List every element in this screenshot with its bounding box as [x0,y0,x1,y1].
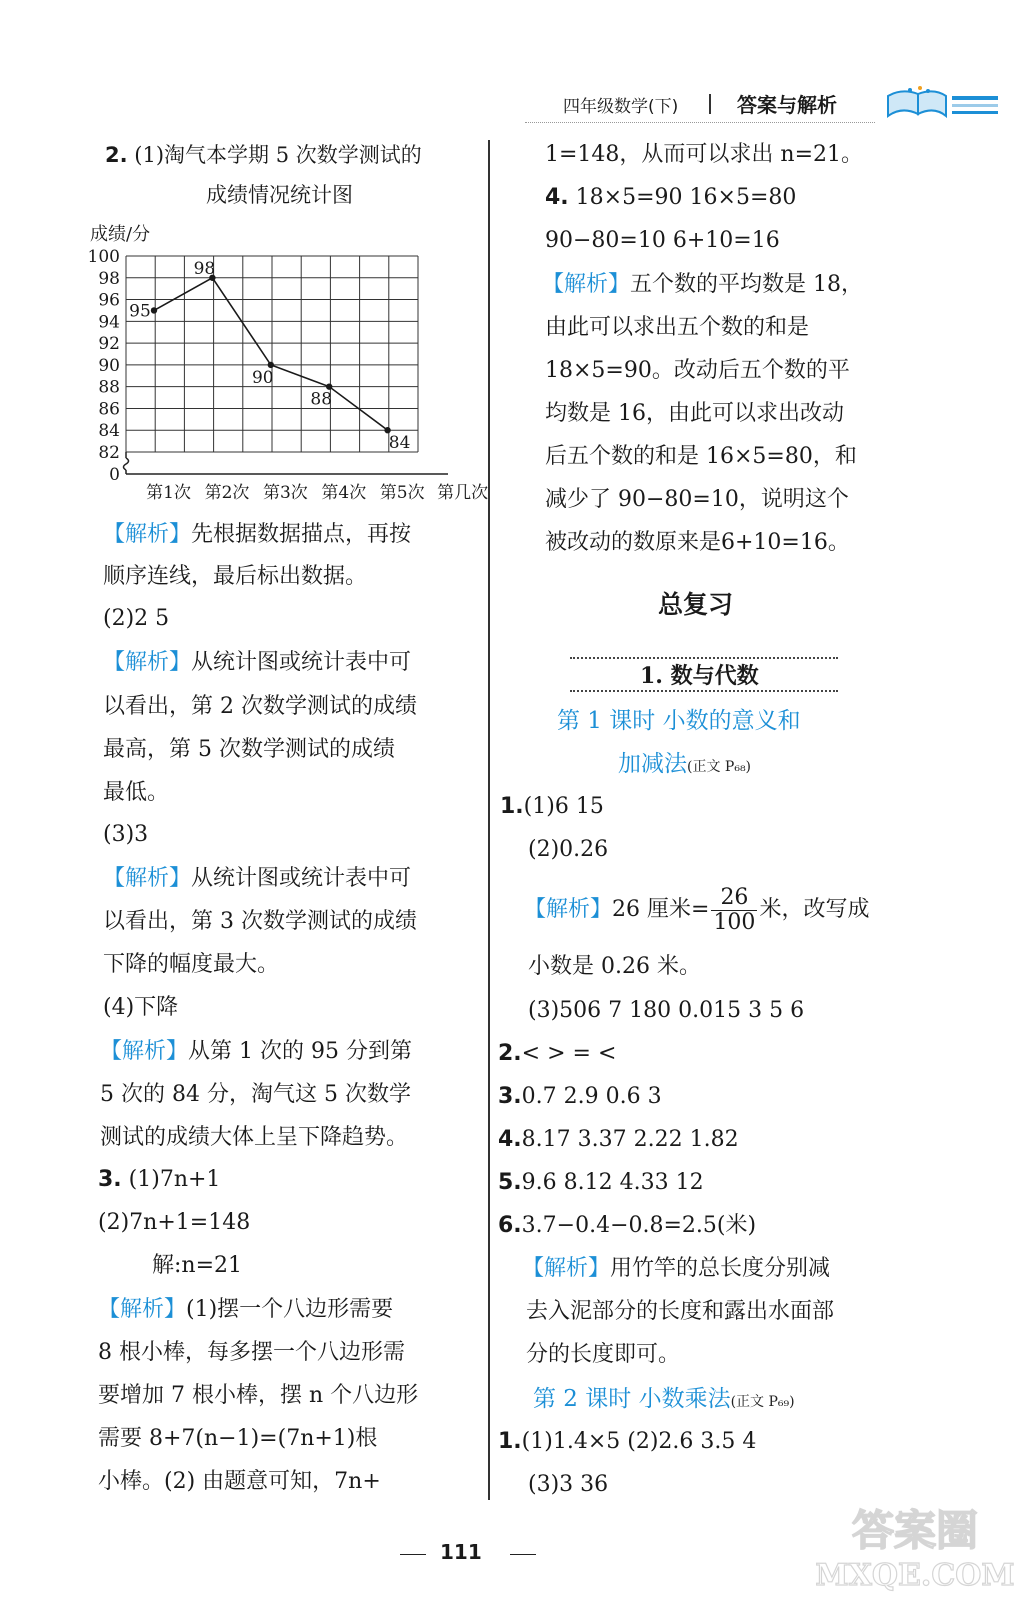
review-2: 2.< > = < [498,1041,617,1066]
data-label: 88 [310,389,333,410]
subsection-rule-bottom [570,690,838,692]
analysis-7-line-2: 小数是 0.26 米。 [528,954,701,979]
lesson-2-question-1-line-1: 1.(1)1.4×5 (2)2.6 3.5 4 [498,1429,757,1454]
y-tick-label: 94 [98,312,120,333]
analysis-4-line-3: 测试的成绩大体上呈下降趋势。 [100,1125,409,1150]
analysis-5-line-4: 需要 8+7(n−1)=(7n+1)根 [98,1426,378,1451]
review-4: 4.8.17 3.37 2.22 1.82 [498,1127,739,1152]
answer-2-3: (3)3 [103,822,149,847]
question-2-part-1: 2. (1)淘气本学期 5 次数学测试的 [105,143,422,167]
review-1-part-1: 1.(1)6 15 [500,794,604,819]
open-book-icon [880,86,1000,126]
review-1-part-3: (3)506 7 180 0.015 3 5 6 [528,998,805,1023]
x-tick-label: 第1次 [146,483,192,503]
analysis-tag: 【解析】 [98,1297,187,1322]
analysis-tag: 【解析】 [103,650,192,675]
analysis-2-line-3: 最高，第 5 次数学测试的成绩 [103,737,395,762]
x-tick-label: 第5次 [379,483,425,503]
subsection-title: 1. 数与代数 [640,663,759,689]
y-tick-label: 92 [98,334,120,355]
data-point [151,307,157,313]
question-3-solution: 解:n=21 [152,1253,243,1278]
analysis-6-line-4: 均数是 16，由此可以求出改动 [545,401,844,426]
data-label: 95 [129,301,151,322]
question-3-part-2: (2)7n+1=148 [98,1210,251,1235]
y-tick-label: 84 [98,421,120,442]
analysis-6-line-6: 减少了 90−80=10，说明这个 [545,487,849,512]
analysis-5-line-5: 小棒。(2) 由题意可知，7n+ [98,1469,381,1494]
line-chart [87,218,489,508]
analysis-1-line-2: 顺序连线，最后标出数据。 [103,564,368,589]
analysis-4-line-1: 【解析】从第 1 次的 95 分到第 [100,1039,412,1064]
y-tick-label: 98 [98,268,120,289]
analysis-6-line-3: 18×5=90。改动后五个数的平 [545,358,850,383]
analysis-tag: 【解析】 [103,866,192,891]
analysis-8-line-3: 分的长度即可。 [526,1342,681,1367]
analysis-tag: 【解析】 [103,522,192,547]
header-separator [709,94,711,114]
header-rule [525,122,875,123]
y-tick-label: 100 [87,247,120,267]
data-label: 84 [388,433,411,454]
x-tick-label: 第3次 [262,483,308,503]
analysis-6-line-1: 【解析】五个数的平均数是 18， [542,272,864,297]
analysis-tag: 【解析】 [542,272,631,297]
question-3-part-1: 3. (1)7n+1 [98,1167,221,1192]
analysis-6-line-7: 被改动的数原来是6+10=16。 [545,530,850,555]
data-label: 98 [193,258,216,279]
answer-2-4: (4)下降 [103,995,179,1020]
data-label: 90 [251,367,274,388]
analysis-1-line-1: 【解析】先根据数据描点，再按 [103,522,412,547]
analysis-3-line-3: 下降的幅度最大。 [103,952,280,977]
analysis-4-line-2: 5 次的 84 分，淘气这 5 次数学 [100,1082,411,1107]
lesson-1-title-line-1: 第 1 课时 小数的意义和 [557,708,801,734]
footer-dash-right [510,1554,536,1555]
lesson-1-title-line-2: 加减法(正文 P₆₈) [618,751,752,777]
analysis-tag: 【解析】 [524,897,613,922]
analysis-3-line-2: 以看出，第 3 次数学测试的成绩 [103,909,417,934]
question-4-line-1: 4. 18×5=90 16×5=80 [545,185,797,210]
y-tick-label: 0 [109,465,120,485]
analysis-8-line-1: 【解析】用竹竿的总长度分别减 [522,1256,831,1281]
footer-dash-left [400,1554,426,1555]
y-tick-label: 88 [98,377,120,398]
page-header [525,86,1005,126]
analysis-6-line-2: 由此可以求出五个数的和是 [545,315,810,340]
analysis-6-line-5: 后五个数的和是 16×5=80，和 [545,444,857,469]
lesson-1-page-ref: (正文 P₆₈) [687,759,752,775]
fraction-26-100: $\frac{26}{100}$ [713,884,756,935]
analysis-7-line-1: 【解析】26 厘米= $\frac{26}{100}$ 米，改写成 [524,884,870,935]
watermark-logo [815,1500,1015,1595]
section-title: 总复习 [658,590,734,619]
review-3: 3.0.7 2.9 0.6 3 [498,1084,662,1109]
column-divider [488,140,490,1500]
analysis-2-line-4: 最低。 [103,780,170,805]
review-5: 5.9.6 8.12 4.33 12 [498,1170,704,1195]
header-title: 答案与解析 [737,93,837,117]
chart-x-ticks [146,483,488,503]
page-number: 111 [440,1540,482,1564]
y-tick-label: 90 [98,355,120,376]
analysis-8-line-2: 去入泥部分的长度和露出水面部 [526,1299,835,1324]
series-line [154,278,388,430]
analysis-tag: 【解析】 [100,1039,189,1064]
chart-title: 成绩情况统计图 [206,183,353,207]
analysis-2-line-1: 【解析】从统计图或统计表中可 [103,650,412,675]
lesson-2-page-ref: (正文 P₆₉) [730,1394,795,1410]
analysis-tag: 【解析】 [522,1256,611,1281]
subsection-rule-top [570,657,838,659]
analysis-5-line-3: 要增加 7 根小棒，摆 n 个八边形 [98,1383,419,1408]
analysis-2-line-2: 以看出，第 2 次数学测试的成绩 [103,694,417,719]
analysis-5-line-2: 8 根小棒，每多摆一个八边形需 [98,1340,405,1365]
x-tick-label: 第4次 [321,483,367,503]
review-1-part-2: (2)0.26 [528,837,609,862]
chart-y-label: 成绩/分 [90,224,151,245]
lesson-2-question-1-line-2: (3)3 36 [528,1472,609,1497]
axis-break-mark [124,458,129,470]
answer-2-2: (2)2 5 [103,606,170,631]
question-4-line-2: 90−80=10 6+10=16 [545,228,780,253]
y-tick-label: 82 [98,443,120,463]
chart-series [129,259,410,453]
y-tick-label: 96 [98,290,120,311]
review-6: 6.3.7−0.4−0.8=2.5(米) [498,1213,757,1238]
continued-line: 1=148，从而可以求出 n=21。 [545,142,864,167]
x-axis-label: 第几次 [437,483,489,503]
watermark-text-cn: 答案圈 [851,1506,979,1555]
analysis-5-line-1: 【解析】(1)摆一个八边形需要 [98,1297,394,1322]
y-tick-label: 86 [98,399,120,420]
header-grade: 四年级数学(下) [563,97,679,117]
analysis-3-line-1: 【解析】从统计图或统计表中可 [103,866,412,891]
watermark-text-en: MXQE.COM [815,1558,1015,1593]
lesson-2-title: 第 2 课时 小数乘法(正文 P₆₉) [533,1386,795,1412]
chart-y-ticks [88,247,120,485]
x-tick-label: 第2次 [204,483,250,503]
